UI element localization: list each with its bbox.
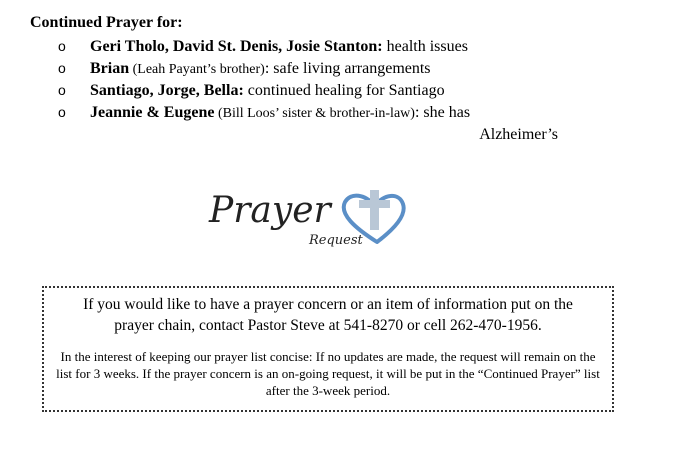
prayer-request-logo [205,186,415,252]
prayer-request: : she has [414,104,471,121]
list-item [56,80,676,102]
list-item [56,36,676,58]
list-item [56,102,676,145]
prayer-names: Jeannie & Eugene [90,104,215,121]
prayer-relation: (Bill Loos’ sister & brother-in-law) [214,106,415,121]
section-heading: Continued Prayer for: [30,14,183,31]
prayer-request-continuation: Alzheimer’s [479,126,558,143]
list-item [56,58,676,80]
info-box [42,286,614,412]
policy-paragraph: In the interest of keeping our prayer list concise: If no updates are made, the request will remain on the list for 3 weeks. If the prayer concern is an on-going request, it will be put in the “Continued Prayer” list after the 3-week period. [56,349,600,398]
prayer-names: Brian [90,60,130,77]
bullet-icon: o [58,60,66,76]
prayer-list [56,36,676,145]
prayer-names: Santiago, Jorge, Bella: [90,82,244,99]
prayer-request: continued healing for Santiago [243,82,445,99]
contact-paragraph: If you would like to have a prayer concern or an item of information put on the prayer chain, contact Pastor Steve at 541-8270 or cell 262-470-1956. [83,296,573,334]
prayer-relation: (Leah Payant’s brother) [129,62,265,77]
logo-word: Prayer [209,190,331,231]
logo-subword: Request [309,233,363,248]
prayer-request: health issues [382,38,468,55]
prayer-names: Geri Tholo, David St. Denis, Josie Stanton: [90,38,383,55]
bullet-icon: o [58,82,66,98]
bullet-icon: o [58,104,66,120]
bullet-icon: o [58,38,66,54]
prayer-request: : safe living arrangements [264,60,431,77]
